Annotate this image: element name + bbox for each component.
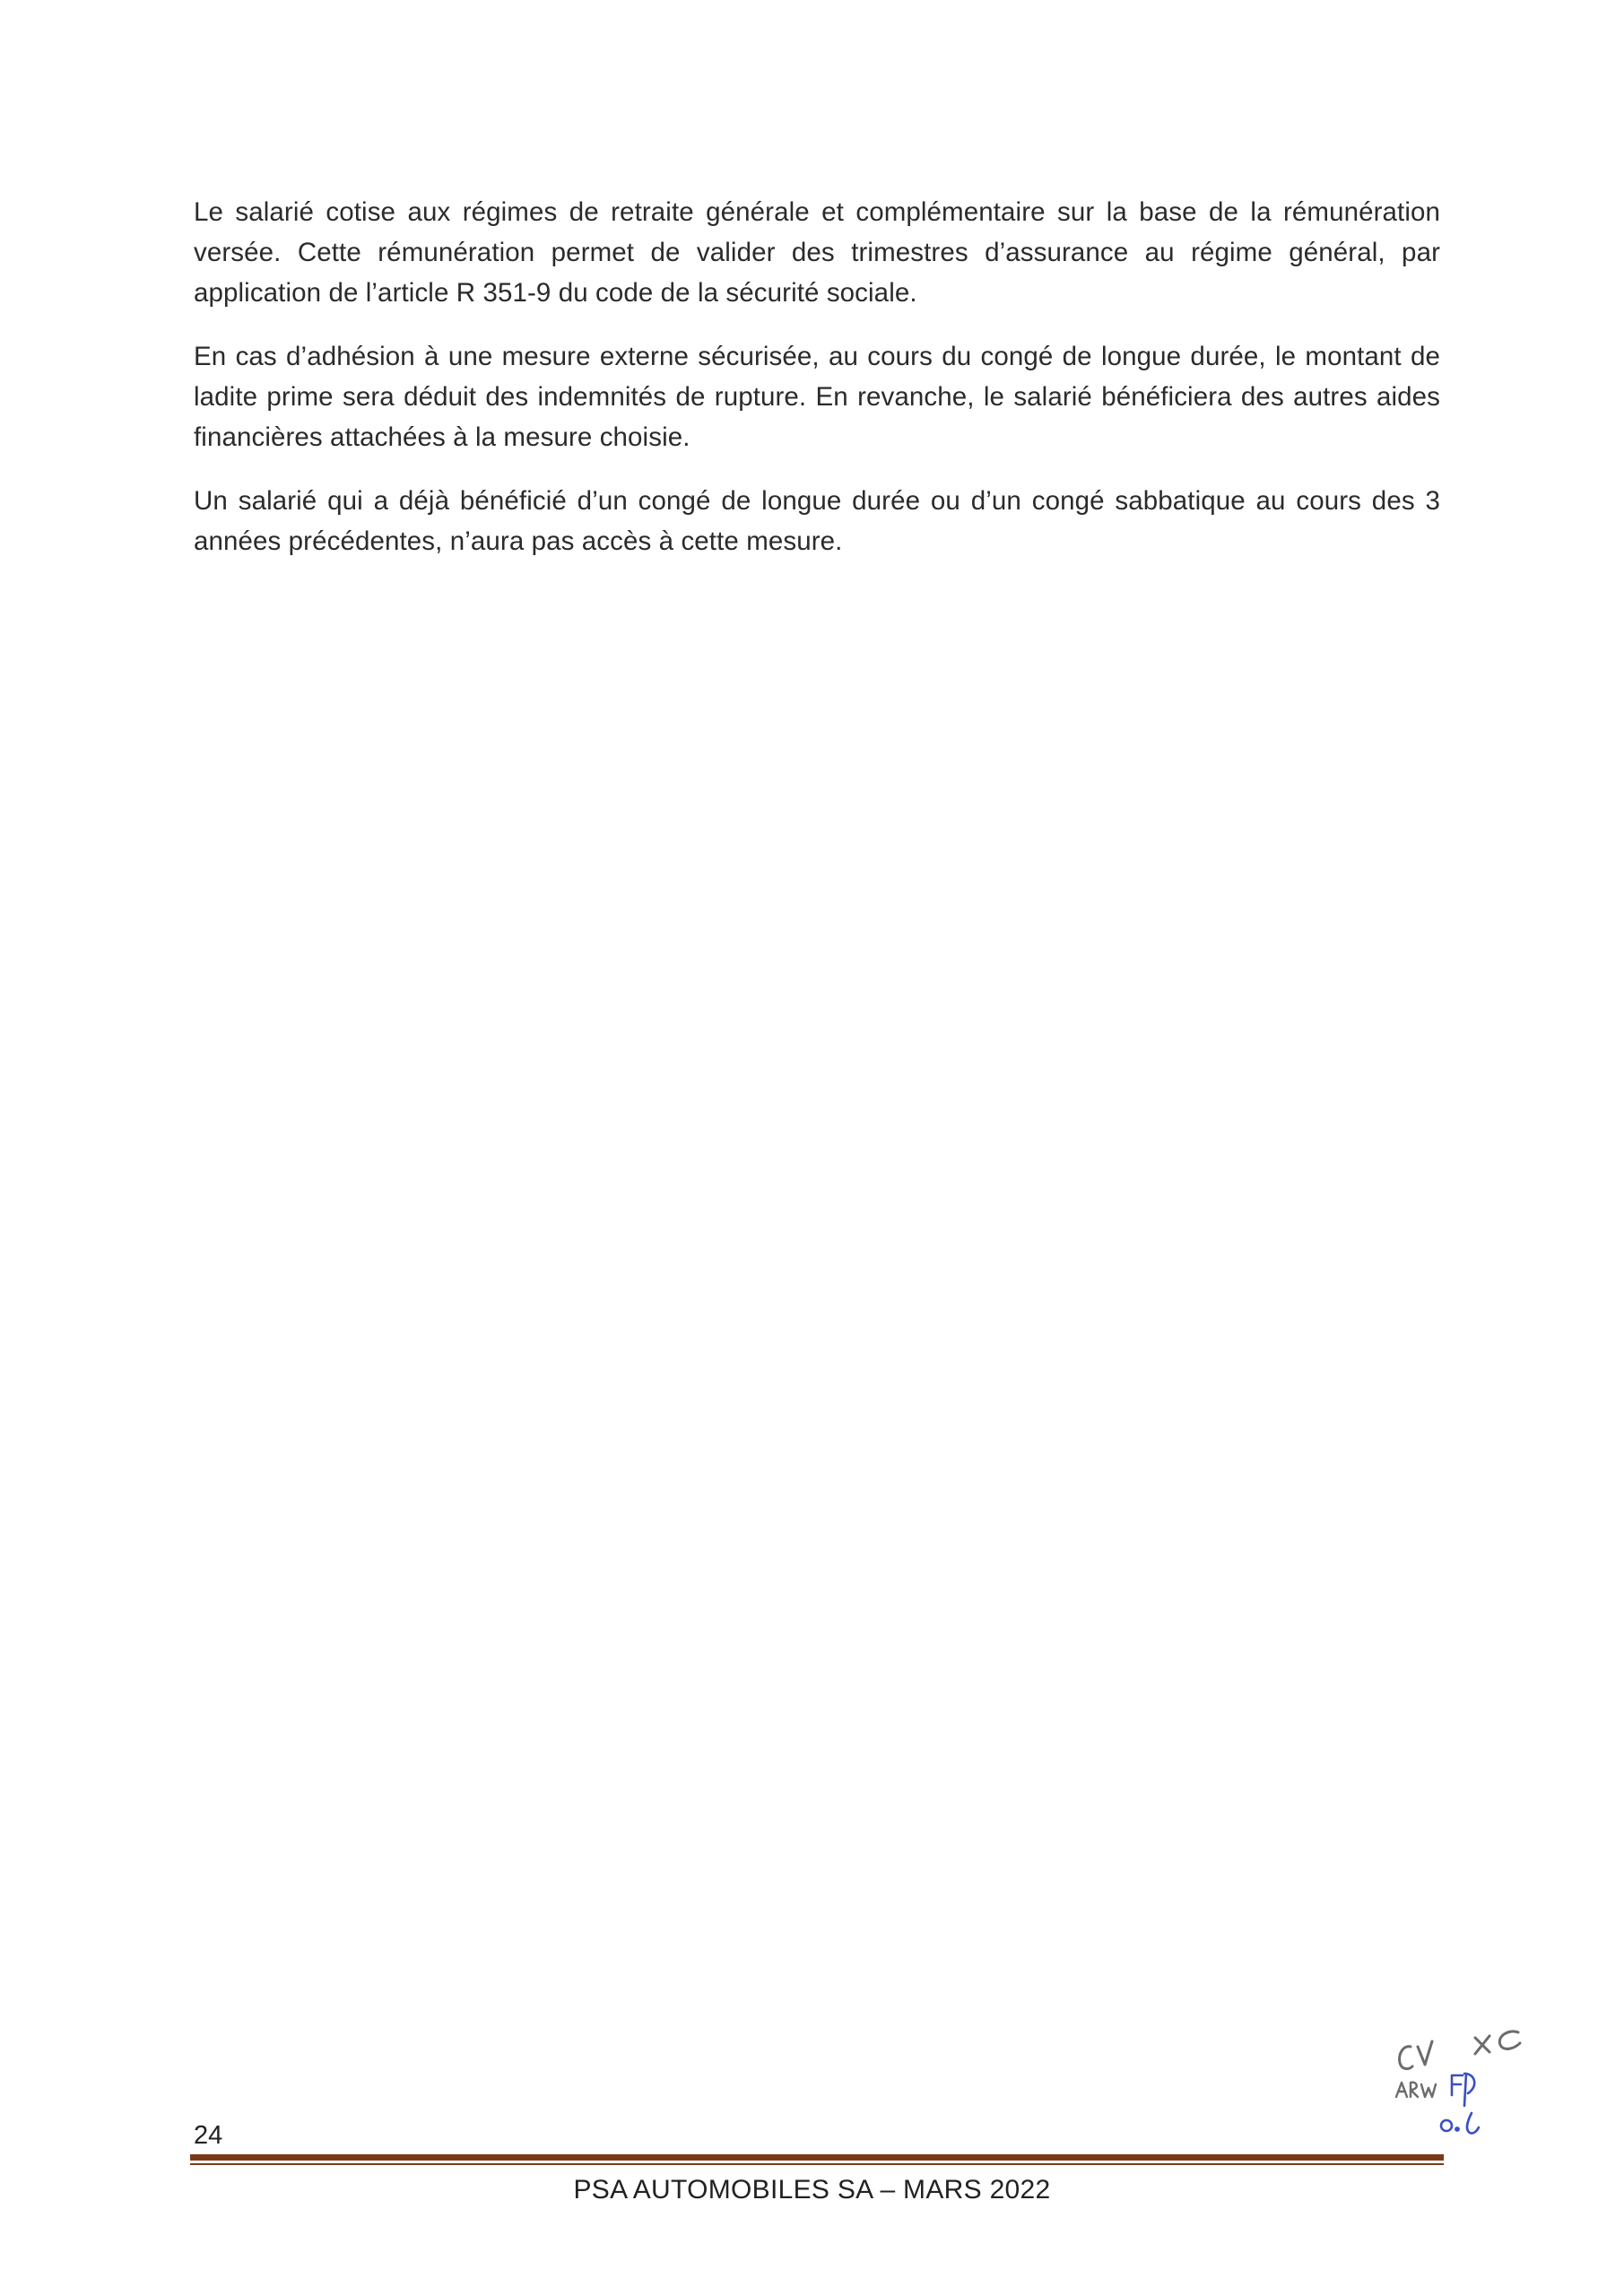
initials-arw: [1396, 2083, 1436, 2097]
initials-cv: [1400, 2041, 1432, 2069]
page-number: 24: [194, 2121, 223, 2150]
paragraph-retraite: Le salarié cotise aux régimes de retraite générale et complémentaire sur la base de la rémunération versée. Cette rémunération permet de valider des trimestres d’assurance au régime général, par application de l’article R 351-9 du code de la sécurité sociale.: [194, 197, 1440, 308]
footer-rule-thin: [190, 2163, 1444, 2165]
initials-ol: [1441, 2113, 1479, 2134]
footer-rule-thick: [190, 2154, 1444, 2161]
initials-xc: [1475, 2031, 1520, 2054]
handwritten-initials: [1385, 2020, 1547, 2154]
body-text: [194, 192, 1440, 585]
paragraph-mesure-externe: En cas d’adhésion à une mesure externe sécurisée, au cours du congé de longue durée, le montant de ladite prime sera déduit des indemnités de rupture. En revanche, le salarié bénéficiera des autres aides financières attachées à la mesure choisie.: [194, 342, 1440, 452]
footer-rule: [190, 2154, 1444, 2165]
paragraph-acces-mesure: Un salarié qui a déjà bénéficié d’un congé de longue durée ou d’un congé sabbatique au cours des 3 années précédentes, n’aura pas accès à cette mesure.: [194, 486, 1440, 556]
initials-fd: [1452, 2074, 1474, 2106]
footer-text: PSA AUTOMOBILES SA – MARS 2022: [573, 2175, 1051, 2205]
